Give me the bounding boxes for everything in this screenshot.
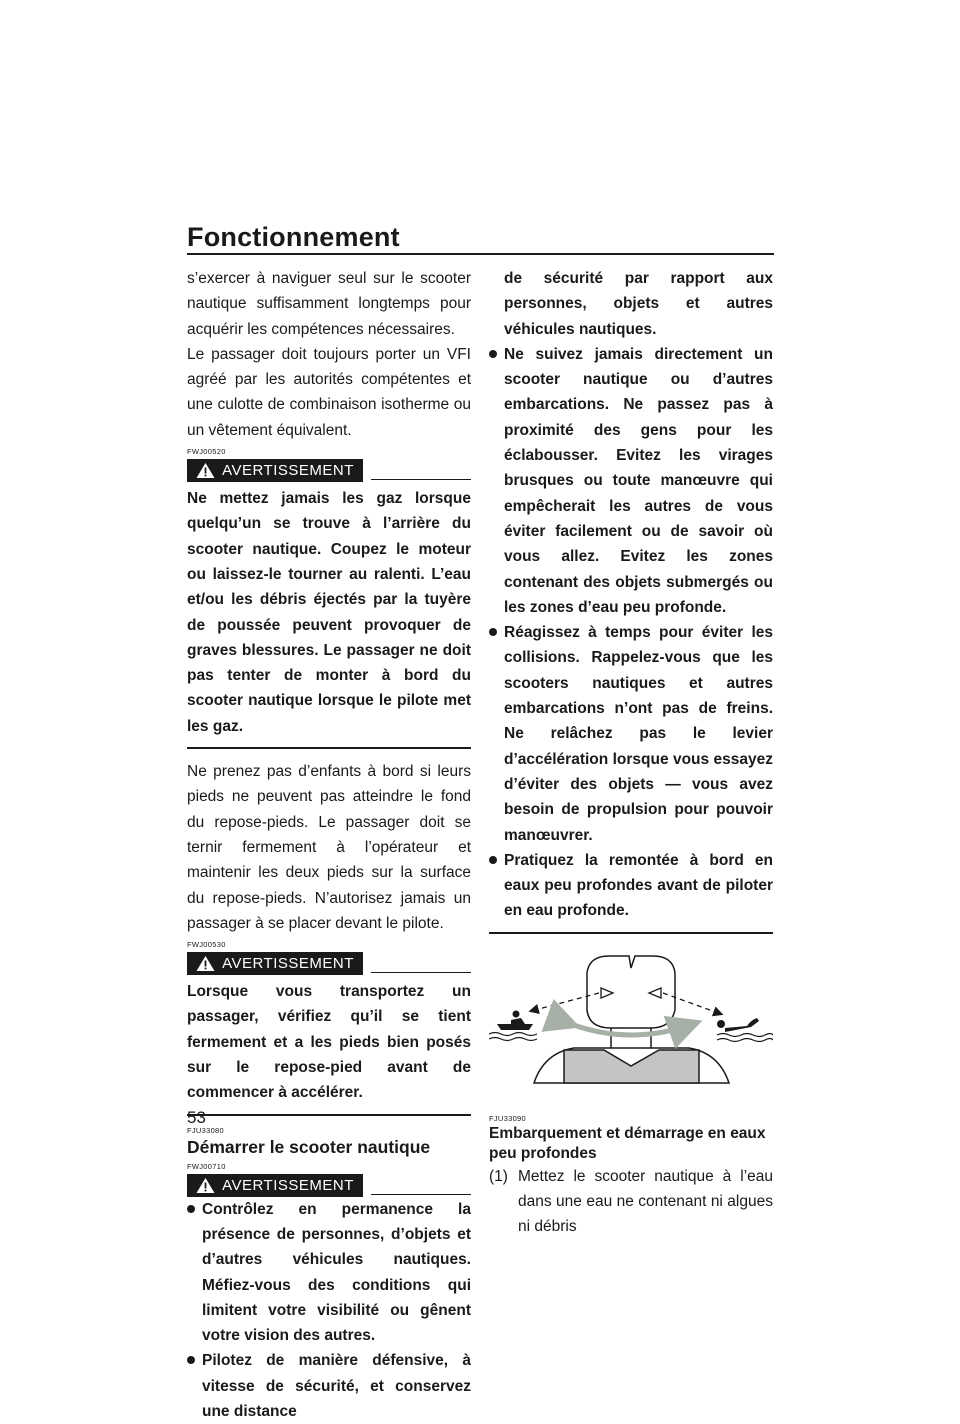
intro-paragraph-2: Le passager doit toujours porter un VFI agréé par les autorités compétentes et une culotte de combinaison isotherme ou un vêtement équivalent. (187, 345, 471, 439)
rider-lookout-illustration (489, 948, 773, 1098)
warning-code: FWJ00530 (187, 940, 226, 950)
warning-text: Ne mettez jamais les gaz lorsque quelqu’un se trouve à l’arrière du scooter nautique. Coupez le moteur ou laissez-le tourner au ralenti. L’eau et/ou les débris éjectés par la tuyère de poussée peuvent provoquer de graves blessures. Le passager ne doit pas tenter de monter à bord du scooter nautique lorsque le pilote met les gaz. (187, 490, 471, 735)
list-item: Pratiquez la remontée à bord en eaux peu profondes avant de piloter en eau profonde. (489, 848, 773, 924)
section-code: FJU33090 (489, 1113, 527, 1123)
swimmer-icon (717, 1018, 773, 1042)
step-text: Mettez le scooter nautique à l’eau dans une eau ne contenant ni algues ni débris (518, 1167, 773, 1236)
warning-label: AVERTISSEMENT (222, 955, 354, 973)
list-item: Réagissez à temps pour éviter les collisions. Rappelez-vous que les scooters nautiques et autres embarcations n’ont pas de freins. Ne relâchez pas le levier d’accélération lorsque vous essayez d’éviter des objets — vous avez besoin de propulsion pour pouvoir manœuvrer. (489, 620, 773, 848)
warning-triangle-icon (196, 1177, 215, 1194)
warning-end-rule (187, 747, 471, 749)
warning-badge (187, 459, 363, 482)
step-1 (489, 1164, 773, 1240)
section-start-scooter (187, 1126, 471, 1158)
warning-end-rule (187, 1114, 471, 1116)
warning-header-rule (371, 972, 471, 973)
title-rule (187, 253, 774, 255)
warning-badge (187, 952, 363, 975)
warning-end-rule (489, 932, 773, 934)
warning-block-1 (187, 447, 471, 749)
section-title: Démarrer le scooter nautique (187, 1136, 431, 1157)
list-item: Contrôlez en permanence la présence de personnes, d’objets et d’autres véhicules nautiques. Méfiez-vous des conditions qui limitent votre visibilité ou gênent votre vision des autres. (187, 1197, 471, 1349)
warning-triangle-icon (196, 955, 215, 972)
page-title: Fonctionnement (187, 222, 400, 252)
warning-badge (187, 1174, 363, 1197)
warning-text: Lorsque vous transportez un passager, vérifiez qu’il se tient fermement et a les pieds bien posés sur le repose-pied avant de commencer à accélérer. (187, 983, 471, 1102)
bullet-icon (489, 350, 497, 358)
continuation-text: de sécurité par rapport aux personnes, objets et autres véhicules nautiques. (504, 270, 773, 338)
warning-label: AVERTISSEMENT (222, 1176, 354, 1194)
warning-block-3 (187, 1162, 471, 1424)
page-number: 53 (187, 1108, 206, 1127)
step-number: (1) (489, 1167, 508, 1185)
left-column (187, 266, 471, 1424)
section-code: FJU33080 (187, 1125, 225, 1135)
right-bullet-list (489, 342, 773, 924)
bullet-icon (489, 628, 497, 636)
warning-header (187, 952, 471, 975)
warning-code: FWJ00520 (187, 447, 226, 457)
jet-ski-icon (489, 1010, 537, 1040)
warning-header (187, 459, 471, 482)
warning-label: AVERTISSEMENT (222, 462, 354, 480)
passenger-paragraph: Ne prenez pas d’enfants à bord si leurs pieds ne peuvent pas atteindre le fond du repose-pieds. Le passager doit se ternir fermement à l’opérateur et maintenir les deux pieds sur la surface du repose-pieds. N’autorisez jamais un passager à se placer devant le pilote. (187, 763, 471, 932)
warning-header-rule (371, 479, 471, 480)
list-item: Pilotez de manière défensive, à vitesse de sécurité, et conservez une distance (187, 1348, 471, 1424)
bullet-icon (187, 1205, 195, 1213)
warning-header-rule (371, 1194, 471, 1195)
warning-block-2 (187, 940, 471, 1115)
section-shallow-water (489, 1114, 773, 1164)
warning-code: FWJ00710 (187, 1161, 226, 1171)
warning-header (187, 1174, 471, 1197)
section-title: Embarquement et démarrage en eaux peu profondes (489, 1124, 766, 1162)
right-column (489, 266, 773, 1240)
list-item: Ne suivez jamais directement un scooter nautique ou d’autres embarcations. Ne passez pas à proximité des gens pour les éclabousser. Evitez les virages brusques ou toute manœuvre qui empêcherait les autres de vous éviter facilement ou de savoir où vous allez. Evitez les zones contenant des objets submergés ou les zones d’eau peu profonde. (489, 342, 773, 620)
warning-triangle-icon (196, 462, 215, 479)
bullet-icon (489, 856, 497, 864)
warning-bullet-list (187, 1197, 471, 1424)
intro-paragraph-1: s’exercer à naviguer seul sur le scooter nautique suffisamment longtemps pour acquérir les compétences nécessaires. (187, 270, 471, 338)
